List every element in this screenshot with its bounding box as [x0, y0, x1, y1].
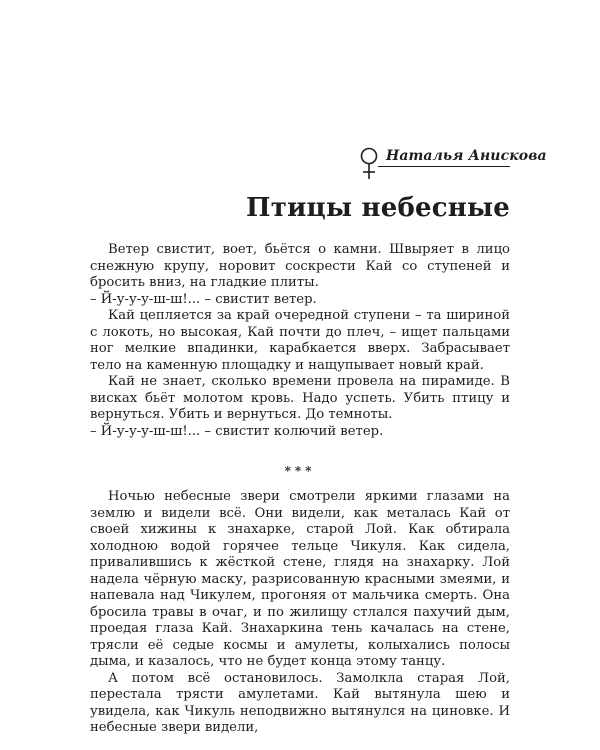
paragraph: Кай не знает, сколько времени провела на пирамиде. В висках бьёт молотом кровь. Надо успеть. Убить птицу и вернуться. Убить и вернуться. До темноты. — [90, 374, 510, 422]
story-section-2 — [90, 489, 510, 737]
author-underline — [378, 166, 510, 167]
paragraph: Кай цепляется за край очередной ступени – та шириной с локоть, но высокая, Кай почти до плеч, – ищет пальцами ног мелкие впадинки, карабкается вверх. Забрасывает тело на каменную площадку и нащупывает новый край. — [90, 308, 510, 373]
dialog-line: – Й-у-у-у-ш-ш!... – свистит ветер. — [90, 291, 317, 307]
paragraph: Ночью небесные звери смотрели яркими глазами на землю и видели всё. Они видели, как металась Кай от своей хижины к знахарке, старой Лой. Как обтирала холодною водой горячее тельце Чикуля. Как сидела, привалившись к жёсткой стене, глядя на знахарку. Лой надела чёрную маску, разрисованную красными змеями, и напевала над Чикулем, прогоняя от мальчика смерть. Она бросила травы в очаг, и по жилищу стлался пахучий дым, проедая глаза Кай. Знахаркина тень качалась на стене, трясли её седые космы и амулеты, колыхались полосы дыма, и казалось, что не будет конца этому танцу. — [90, 489, 510, 669]
dialog-line: – Й-у-у-у-ш-ш!... – свистит колючий ветер. — [90, 423, 384, 439]
page-title: Птицы небесные — [246, 193, 510, 223]
section-separator: *** — [284, 464, 316, 478]
paragraph: А потом всё остановилось. Замолкла старая Лой, перестала трясти амулетами. Кай вытянула шею и увидела, как Чикуль неподвижно вытянулся на циновке. И небесные звери видели, — [90, 670, 510, 735]
female-symbol-icon — [358, 146, 380, 180]
author-name: Наталья Анискова — [386, 148, 547, 164]
author-header — [358, 146, 547, 182]
paragraph: Ветер свистит, воет, бьётся о камни. Швыряет в лицо снежную крупу, норовит соскрести Кай со ступеней и бросить вниз, на гладкие плиты. — [90, 242, 510, 290]
story-section-1 — [90, 242, 510, 440]
